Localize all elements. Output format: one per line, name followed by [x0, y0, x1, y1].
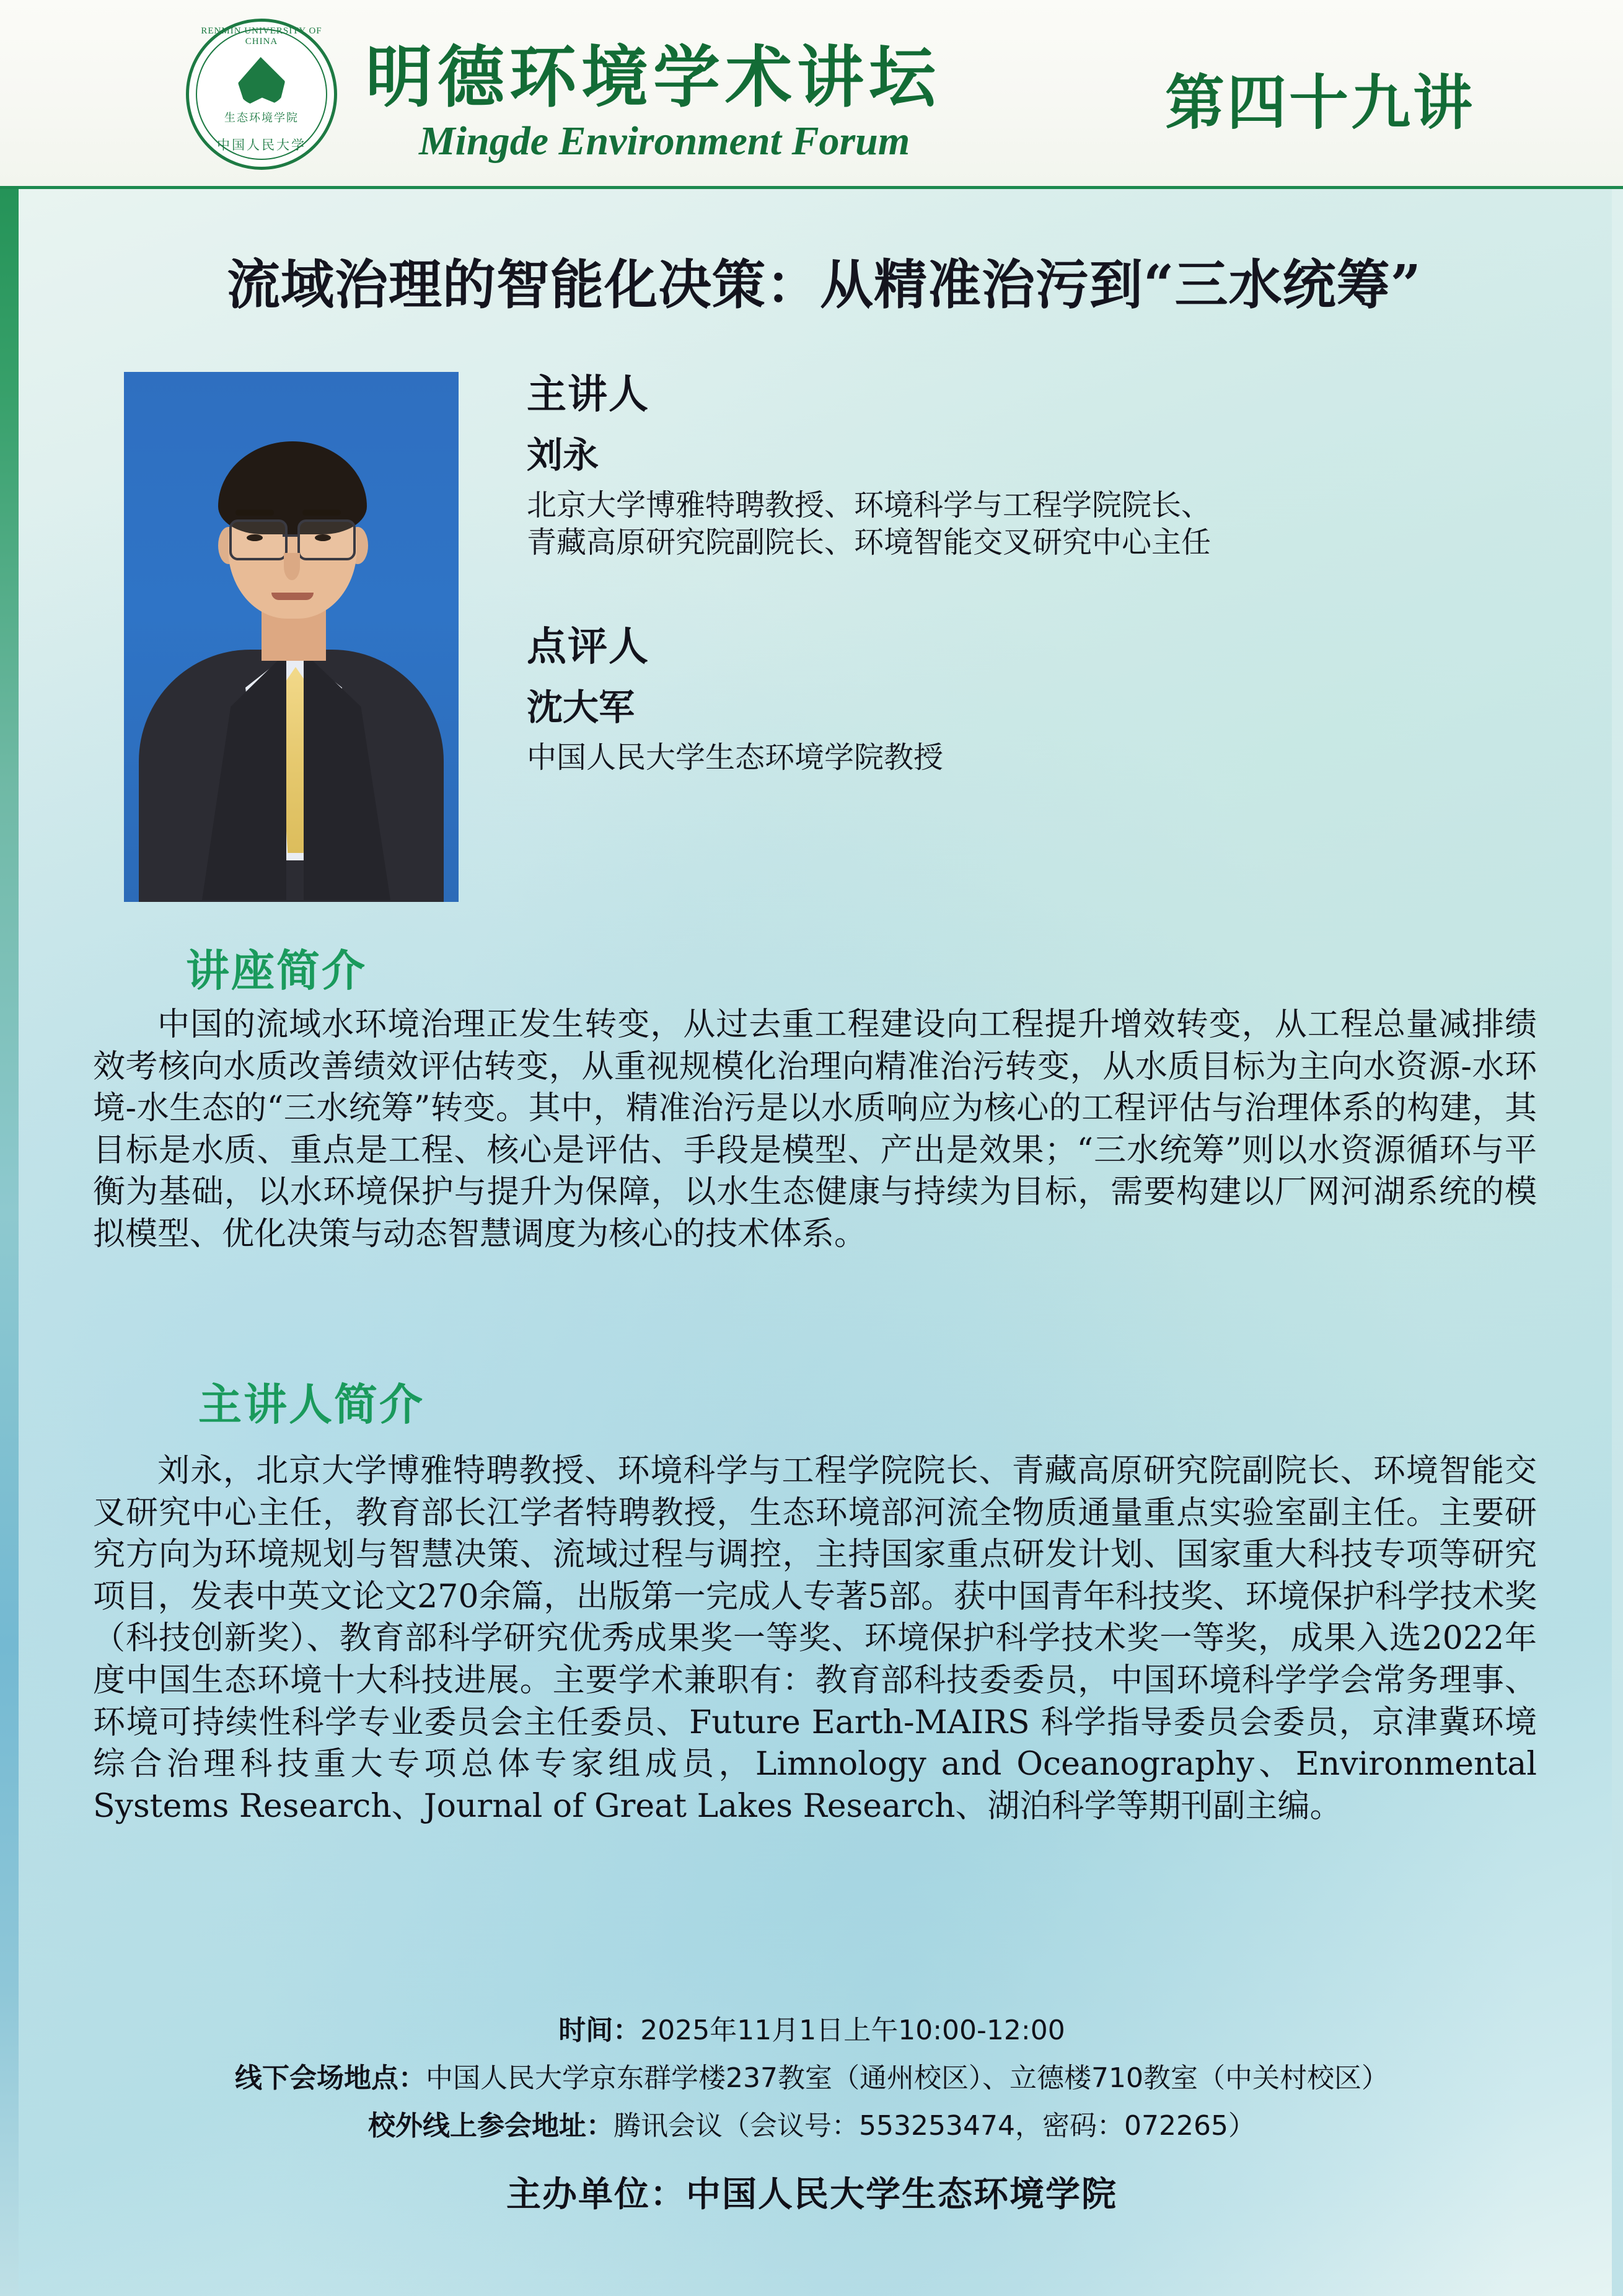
- commentator-role-label: 点评人: [527, 623, 649, 670]
- speaker-affiliation-line-1: 北京大学博雅特聘教授、环境科学与工程学院院长、: [527, 488, 1212, 523]
- forum-title-en: Mingde Environment Forum: [419, 118, 910, 164]
- speaker-portrait: [124, 372, 459, 902]
- footer-online-label: 校外线上参会地址：: [368, 2109, 614, 2142]
- speaker-info-block: [527, 363, 1580, 776]
- section-body-speaker-bio: 刘永，北京大学博雅特聘教授、环境科学与工程学院院长、青藏高原研究院副院长、环境智能交叉研究中心主任，教育部长江学者特聘教授，生态环境部河流全物质通量重点实验室副主任。主要研究方向为环境规划与智慧决策、流域过程与调控，主持国家重点研发计划、国家重大科技专项等研究项目，发表中英文论文270余篇，出版第一完成人专著5部。获中国青年科技奖、环境保护科学技术奖（科技创新奖）、教育部科学研究优秀成果奖一等奖、环境保护科学技术奖一等奖，成果入选2022年度中国生态环境十大科技进展。主要学术兼职有：教育部科技委委员，中国环境科学学会常务理事、环境可持续性科学专业委员会主任委员、Future Earth-MAIRS 科学指导委员会委员，京津冀环境综合治理科技重大专项总体专家组成员，Limnology and Oceanography、Environmental Systems Research、Journal of Great Lakes Research、湖泊科学等期刊副主编。: [93, 1452, 1537, 1825]
- logo-top-text: RENMIN UNIVERSITY OF CHINA: [201, 26, 322, 46]
- commentator-affiliation: 中国人民大学生态环境学院教授: [527, 740, 944, 775]
- section-body-lecture-intro: 中国的流域水环境治理正发生转变，从过去重工程建设向工程提升增效转变，从工程总量减排绩效考核向水质改善绩效评估转变，从重视规模化治理向精准治污转变，从水质目标为主向水资源-水环境-水生态的“三水统筹”转变。其中，精准治污是以水质响应为核心的工程评估与治理体系的构建，其目标是水质、重点是工程、核心是评估、手段是模型、产出是效果；“三水统筹”则以水资源循环与平衡为基础，以水环境保护与提升为保障，以水生态健康与持续为目标，需要构建以厂网河湖系统的模拟模型、优化决策与动态智慧调度为核心的技术体系。: [93, 1006, 1537, 1253]
- portrait-eye-left: [247, 534, 263, 541]
- portrait-glasses-bridge: [283, 534, 297, 537]
- footer-organizer-value: 中国人民大学生态环境学院: [686, 2175, 1117, 2215]
- forum-title-cn: 明德环境学术讲坛: [366, 38, 941, 117]
- left-gradient-border: [0, 129, 19, 2296]
- portrait-mouth: [271, 593, 314, 600]
- speaker-affiliation-line-2: 青藏高原研究院副院长、环境智能交叉研究中心主任: [527, 525, 1212, 560]
- speaker-role-label: 主讲人: [527, 371, 649, 418]
- logo-mid-text: 生态环境学院: [224, 112, 299, 124]
- poster-footer: [37, 2015, 1586, 2251]
- portrait-eye-right: [315, 534, 331, 541]
- logo-bottom-text: 中国人民大学: [217, 138, 306, 152]
- portrait-brow-right: [302, 510, 341, 516]
- speaker-name: 刘永: [527, 434, 599, 476]
- portrait-brow-left: [235, 510, 274, 516]
- footer-time-row: [37, 2015, 1586, 2047]
- portrait-nose: [284, 553, 300, 580]
- footer-time-label: 时间：: [558, 2015, 641, 2046]
- footer-time-value: 2025年11月1日上午10:00-12:00: [640, 2015, 1065, 2046]
- spacer: [527, 562, 1580, 615]
- forum-issue-number: 第四十九讲: [1165, 68, 1475, 138]
- right-gradient-border: [1612, 129, 1623, 2296]
- poster-header: [0, 0, 1623, 189]
- footer-organizer-row: [37, 2167, 1586, 2217]
- footer-online-row: [37, 2110, 1586, 2143]
- page-title: 流域治理的智能化决策：从精准治污到“三水统筹”: [227, 254, 1422, 316]
- footer-offline-row: [37, 2062, 1586, 2095]
- footer-online-value: 腾讯会议（会议号：553253474，密码：072265）: [614, 2109, 1256, 2142]
- footer-organizer-label: 主办单位：: [506, 2175, 686, 2215]
- commentator-name: 沈大军: [527, 686, 635, 728]
- footer-offline-label: 线下会场地点：: [235, 2062, 426, 2094]
- section-heading-lecture-intro: 讲座简介: [186, 945, 367, 996]
- section-heading-speaker-bio: 主讲人简介: [198, 1379, 424, 1430]
- footer-offline-value: 中国人民大学京东群学楼237教室（通州校区）、立德楼710教室（中关村校区）: [426, 2062, 1389, 2094]
- university-logo: [186, 19, 341, 174]
